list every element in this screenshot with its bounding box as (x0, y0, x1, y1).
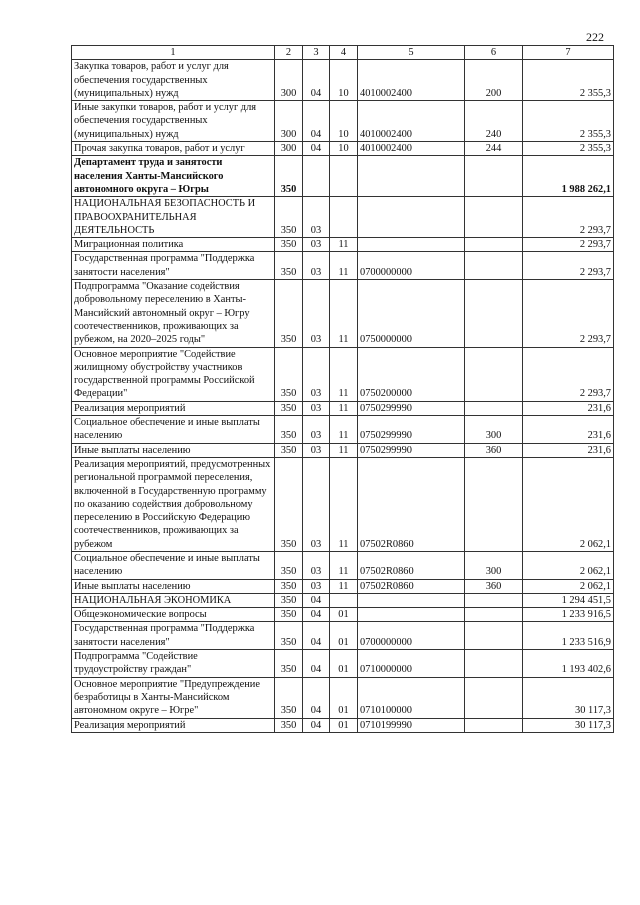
admin-code-cell: 350 (275, 650, 303, 678)
expense-type-code-cell: 300 (465, 551, 523, 579)
table-row (72, 551, 614, 579)
expense-type-code-cell (465, 650, 523, 678)
table-row (72, 347, 614, 401)
admin-code-cell: 300 (275, 60, 303, 101)
item-name-cell: Социальное обеспечение и иные выплаты населению (72, 551, 275, 579)
table-row (72, 101, 614, 142)
section-code-cell: 03 (303, 443, 330, 457)
subsection-code-cell: 01 (330, 608, 358, 622)
expense-type-code-cell: 360 (465, 443, 523, 457)
section-code-cell: 03 (303, 579, 330, 593)
subsection-code-cell: 10 (330, 142, 358, 156)
amount-cell: 231,6 (523, 443, 614, 457)
amount-cell: 2 293,7 (523, 197, 614, 238)
subsection-code-cell: 11 (330, 443, 358, 457)
item-name-cell: Реализация мероприятий (72, 401, 275, 415)
section-code-cell: 03 (303, 457, 330, 551)
admin-code-cell: 350 (275, 608, 303, 622)
column-header: 2 (275, 46, 303, 60)
target-item-code-cell: 0750000000 (358, 280, 465, 347)
subsection-code-cell: 01 (330, 677, 358, 718)
table-row (72, 593, 614, 607)
amount-cell: 30 117,3 (523, 718, 614, 732)
column-header: 1 (72, 46, 275, 60)
table-row (72, 252, 614, 280)
table-row (72, 401, 614, 415)
admin-code-cell: 350 (275, 677, 303, 718)
table-row (72, 650, 614, 678)
expense-type-code-cell (465, 718, 523, 732)
subsection-code-cell: 10 (330, 101, 358, 142)
amount-cell: 1 233 516,9 (523, 622, 614, 650)
item-name-cell: Основное мероприятие "Предупреждение безработицы в Ханты-Мансийском автономном округе – Югре" (72, 677, 275, 718)
admin-code-cell: 350 (275, 197, 303, 238)
expense-type-code-cell (465, 252, 523, 280)
section-code-cell: 03 (303, 551, 330, 579)
expense-type-code-cell (465, 622, 523, 650)
target-item-code-cell: 0700000000 (358, 252, 465, 280)
target-item-code-cell (358, 608, 465, 622)
subsection-code-cell: 11 (330, 579, 358, 593)
column-header: 7 (523, 46, 614, 60)
expense-type-code-cell: 200 (465, 60, 523, 101)
section-code-cell: 04 (303, 718, 330, 732)
section-code-cell (303, 156, 330, 197)
table-row (72, 238, 614, 252)
target-item-code-cell: 4010002400 (358, 60, 465, 101)
target-item-code-cell: 4010002400 (358, 142, 465, 156)
item-name-cell: Реализация мероприятий, предусмотренных региональной программой переселения, включенной в Государственную программу по оказанию содействия добровольному переселению в Российскую Федерацию соотечественников, проживающих за рубежом (72, 457, 275, 551)
amount-cell: 2 293,7 (523, 347, 614, 401)
section-code-cell: 03 (303, 252, 330, 280)
target-item-code-cell: 0710000000 (358, 650, 465, 678)
item-name-cell: Реализация мероприятий (72, 718, 275, 732)
subsection-code-cell: 10 (330, 60, 358, 101)
section-code-cell: 03 (303, 347, 330, 401)
section-code-cell: 04 (303, 142, 330, 156)
target-item-code-cell: 0700000000 (358, 622, 465, 650)
subsection-code-cell: 11 (330, 252, 358, 280)
amount-cell: 2 293,7 (523, 252, 614, 280)
table-row (72, 197, 614, 238)
section-code-cell: 04 (303, 650, 330, 678)
table-row (72, 622, 614, 650)
section-code-cell: 04 (303, 677, 330, 718)
amount-cell: 231,6 (523, 416, 614, 444)
section-code-cell: 03 (303, 238, 330, 252)
amount-cell: 2 293,7 (523, 280, 614, 347)
item-name-cell: НАЦИОНАЛЬНАЯ БЕЗОПАСНОСТЬ И ПРАВООХРАНИТЕЛЬНАЯ ДЕЯТЕЛЬНОСТЬ (72, 197, 275, 238)
column-header: 5 (358, 46, 465, 60)
subsection-code-cell (330, 156, 358, 197)
table-row (72, 156, 614, 197)
admin-code-cell: 350 (275, 156, 303, 197)
item-name-cell: Государственная программа "Поддержка занятости населения" (72, 252, 275, 280)
section-code-cell: 04 (303, 622, 330, 650)
target-item-code-cell: 0750299990 (358, 443, 465, 457)
target-item-code-cell: 0710100000 (358, 677, 465, 718)
admin-code-cell: 300 (275, 142, 303, 156)
amount-cell: 2 062,1 (523, 579, 614, 593)
expense-type-code-cell (465, 280, 523, 347)
subsection-code-cell: 11 (330, 347, 358, 401)
expense-type-code-cell: 360 (465, 579, 523, 593)
expense-type-code-cell (465, 593, 523, 607)
subsection-code-cell: 11 (330, 238, 358, 252)
column-header: 4 (330, 46, 358, 60)
admin-code-cell: 350 (275, 252, 303, 280)
column-header: 6 (465, 46, 523, 60)
subsection-code-cell: 11 (330, 280, 358, 347)
table-row (72, 608, 614, 622)
item-name-cell: Иные закупки товаров, работ и услуг для обеспечения государственных (муниципальных) нужд (72, 101, 275, 142)
amount-cell: 231,6 (523, 401, 614, 415)
expense-type-code-cell: 244 (465, 142, 523, 156)
item-name-cell: Подпрограмма "Содействие трудоустройству граждан" (72, 650, 275, 678)
expense-type-code-cell (465, 197, 523, 238)
target-item-code-cell (358, 197, 465, 238)
section-code-cell: 03 (303, 416, 330, 444)
amount-cell: 1 294 451,5 (523, 593, 614, 607)
expense-type-code-cell: 240 (465, 101, 523, 142)
subsection-code-cell: 01 (330, 650, 358, 678)
item-name-cell: Общеэкономические вопросы (72, 608, 275, 622)
item-name-cell: Подпрограмма "Оказание содействия добровольному переселению в Ханты-Мансийский автономный округ – Югру соотечественников, проживающих за рубежом, на 2020–2025 годы" (72, 280, 275, 347)
admin-code-cell: 350 (275, 347, 303, 401)
item-name-cell: Социальное обеспечение и иные выплаты населению (72, 416, 275, 444)
subsection-code-cell: 11 (330, 457, 358, 551)
item-name-cell: Государственная программа "Поддержка занятости населения" (72, 622, 275, 650)
section-code-cell: 04 (303, 593, 330, 607)
table-header-row (72, 46, 614, 60)
section-code-cell: 03 (303, 280, 330, 347)
section-code-cell: 03 (303, 197, 330, 238)
target-item-code-cell: 0710199990 (358, 718, 465, 732)
admin-code-cell: 350 (275, 416, 303, 444)
expense-type-code-cell (465, 238, 523, 252)
expense-type-code-cell (465, 401, 523, 415)
expense-type-code-cell (465, 347, 523, 401)
target-item-code-cell (358, 156, 465, 197)
budget-table (71, 45, 614, 733)
admin-code-cell: 300 (275, 101, 303, 142)
target-item-code-cell (358, 238, 465, 252)
table-row (72, 142, 614, 156)
admin-code-cell: 350 (275, 280, 303, 347)
section-code-cell: 04 (303, 60, 330, 101)
table-row (72, 280, 614, 347)
admin-code-cell: 350 (275, 579, 303, 593)
amount-cell: 1 233 916,5 (523, 608, 614, 622)
table-row (72, 416, 614, 444)
table-row (72, 60, 614, 101)
table-row (72, 718, 614, 732)
amount-cell: 2 062,1 (523, 551, 614, 579)
amount-cell: 2 355,3 (523, 60, 614, 101)
section-code-cell: 04 (303, 608, 330, 622)
target-item-code-cell (358, 593, 465, 607)
amount-cell: 30 117,3 (523, 677, 614, 718)
item-name-cell: Закупка товаров, работ и услуг для обеспечения государственных (муниципальных) нужд (72, 60, 275, 101)
subsection-code-cell (330, 197, 358, 238)
admin-code-cell: 350 (275, 443, 303, 457)
subsection-code-cell: 11 (330, 416, 358, 444)
admin-code-cell: 350 (275, 718, 303, 732)
target-item-code-cell: 0750299990 (358, 416, 465, 444)
admin-code-cell: 350 (275, 593, 303, 607)
admin-code-cell: 350 (275, 551, 303, 579)
page-number: 222 (586, 30, 604, 44)
expense-type-code-cell (465, 677, 523, 718)
admin-code-cell: 350 (275, 401, 303, 415)
item-name-cell: Иные выплаты населению (72, 579, 275, 593)
amount-cell: 2 293,7 (523, 238, 614, 252)
section-code-cell: 04 (303, 101, 330, 142)
expense-type-code-cell (465, 457, 523, 551)
admin-code-cell: 350 (275, 457, 303, 551)
table-row (72, 443, 614, 457)
item-name-cell: НАЦИОНАЛЬНАЯ ЭКОНОМИКА (72, 593, 275, 607)
column-header: 3 (303, 46, 330, 60)
item-name-cell: Основное мероприятие "Содействие жилищному обустройству участников государственной программы Российской Федерации" (72, 347, 275, 401)
table-row (72, 579, 614, 593)
subsection-code-cell: 01 (330, 718, 358, 732)
section-code-cell: 03 (303, 401, 330, 415)
expense-type-code-cell: 300 (465, 416, 523, 444)
target-item-code-cell: 4010002400 (358, 101, 465, 142)
amount-cell: 2 355,3 (523, 101, 614, 142)
subsection-code-cell: 01 (330, 622, 358, 650)
amount-cell: 1 988 262,1 (523, 156, 614, 197)
subsection-code-cell: 11 (330, 401, 358, 415)
target-item-code-cell: 0750200000 (358, 347, 465, 401)
expense-type-code-cell (465, 608, 523, 622)
subsection-code-cell (330, 593, 358, 607)
target-item-code-cell: 0750299990 (358, 401, 465, 415)
item-name-cell: Прочая закупка товаров, работ и услуг (72, 142, 275, 156)
target-item-code-cell: 07502R0860 (358, 579, 465, 593)
admin-code-cell: 350 (275, 238, 303, 252)
expense-type-code-cell (465, 156, 523, 197)
item-name-cell: Иные выплаты населению (72, 443, 275, 457)
table-row (72, 677, 614, 718)
target-item-code-cell: 07502R0860 (358, 551, 465, 579)
target-item-code-cell: 07502R0860 (358, 457, 465, 551)
amount-cell: 2 355,3 (523, 142, 614, 156)
amount-cell: 1 193 402,6 (523, 650, 614, 678)
admin-code-cell: 350 (275, 622, 303, 650)
amount-cell: 2 062,1 (523, 457, 614, 551)
subsection-code-cell: 11 (330, 551, 358, 579)
table-row (72, 457, 614, 551)
item-name-cell: Миграционная политика (72, 238, 275, 252)
item-name-cell: Департамент труда и занятости населения Ханты-Мансийского автономного округа – Югры (72, 156, 275, 197)
